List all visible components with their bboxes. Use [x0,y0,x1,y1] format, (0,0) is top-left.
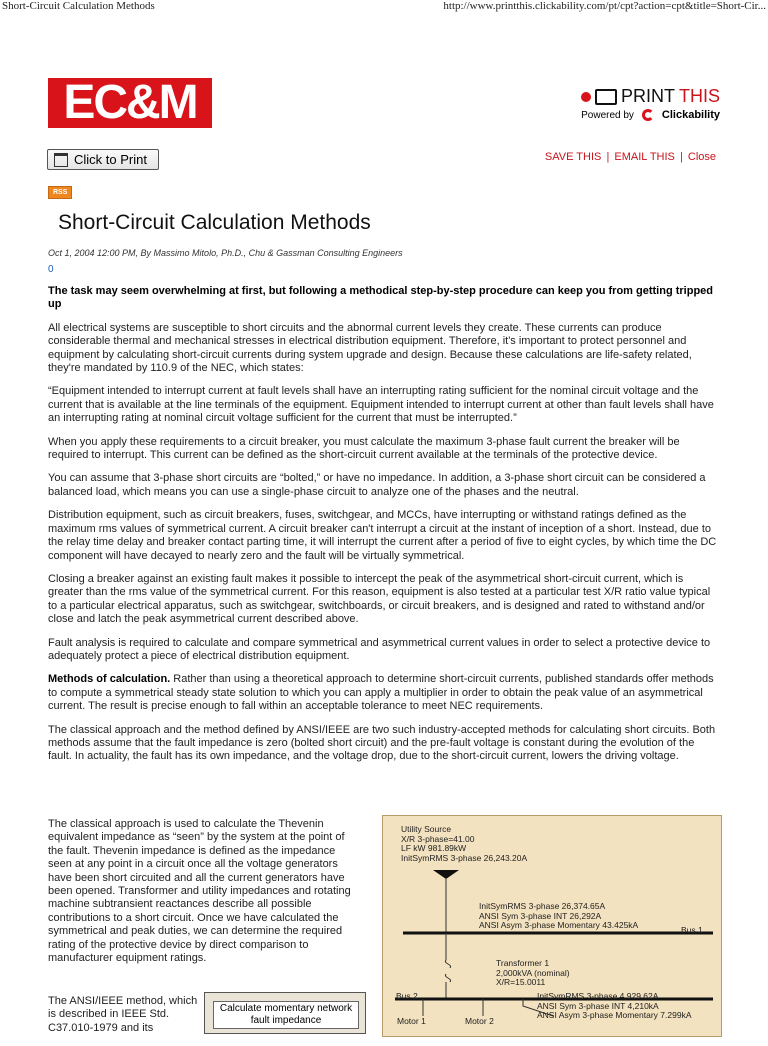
separator: | [679,151,683,163]
article-body [48,285,720,774]
transformer-xr: X/R=15.0011 [496,977,546,987]
ecm-logo[interactable]: EC&M [48,78,212,128]
bus2-label: Bus 2 [396,991,418,1001]
article-narrow-column [48,818,360,975]
click-to-print-label: Click to Print [74,152,147,167]
article-narrow-column-2 [48,984,198,1046]
paragraph: Distribution equipment, such as circuit breakers, fuses, switchgear, and MCCs, have interrupting or withstand ratings defined as the maximum rms values of symmetrical current. A circuit breaker can't interrupt a circuit at the instant of inception of a short. Instead, due to the relay time delay and breaker contact parting time, it will interrupt the current after a period of five to eight cycles, by which time the DC component will have decayed to nearly zero and the fault will be virtually symmetrical. [48,509,717,562]
bus1-init: InitSymRMS 3-phase 26,374.65A [479,901,606,911]
powered-by [581,109,720,121]
utility-xr: X/R 3-phase=41.00 [401,833,475,844]
bus1-momentary: ANSI Asym 3-phase Momentary 43.425kA [479,920,639,930]
transformer-kva: 2,000kVA (nominal) [496,967,570,978]
bus1-results [479,902,638,931]
transformer-name: Transformer 1 [496,958,550,968]
clickability-label[interactable]: Clickability [661,109,720,121]
quote-paragraph: “Equipment intended to interrupt current at fault levels shall have an interrupting rating sufficient for the nominal circuit voltage and the current that is available at the line terminals of the equipment. Equipment intended to interrupt current at other than fault levels shall have an interrupting rating at nominal circuit voltage sufficient for the current that must be interrupted.” [48,385,714,425]
article-title: Short-Circuit Calculation Methods [58,211,371,234]
transformer-symbol [445,960,450,982]
paragraph: Closing a breaker against an existing fault makes it possible to intercept the peak of the asymmetrical short-circuit current, which is greater than the rms value of the symmetrical current. For this reason, equipment is also tested at a particular test X/R ratio value typical to a particular electrical apparatus, such as switchgear, switchboards, or circuit breakers, and is designed and rated to withstand and/or close and latch the peak asymmetrical current described above. [48,572,711,626]
clickability-icon [642,109,654,121]
article-lead: The task may seem overwhelming at first, but following a methodical step-by-step procedure can keep you from getting tripped up [48,285,714,311]
bus1-label: Bus 1 [681,925,703,935]
bus2-init: InitSymRMS 3-phase 4,929.62A [537,991,659,1001]
paragraph: The ANSI/IEEE method, which is described in IEEE Std. C37.010-1979 and its [48,995,198,1034]
motor2-label: Motor 2 [465,1016,494,1026]
paragraph: Fault analysis is required to calculate and compare symmetrical and asymmetrical current values in order to select a protective device to adequately protect a piece of electrical distribution equipment. [48,636,711,662]
paragraph: The classical approach is used to calculate the Thevenin equivalent impedance as “seen” by the system at the point of the fault. Thevenin impedance is defined as the impedance seen at any point in a circuit once all the voltage generators have been short circuited and all the current generators have been opened. Transformer and utility impedances and rotating machine subtransient reactances describe all possible contributions to a short circuit. Once we have calculated the symmetrical and peak duties, we can determine the required rating of the protective device by direct comparison to manufacturer equipment ratings. [48,818,351,965]
utility-init: InitSymRMS 3-phase 26,243.20A [401,852,528,863]
comment-count-link[interactable]: 0 [48,264,54,275]
paragraph-methods [48,673,720,713]
email-this-link[interactable]: EMAIL THIS [614,151,675,163]
paragraph-text: Rather than using a theoretical approach to determine short-circuit currents, published standards offer methods to compute a symmetrical steady state solution to which you can apply a multiplier in order to obtain the peak value of an asymmetrical current. The result is precise enough to fall within an acceptable tolerance to meet NEC requirements. [48,673,714,713]
save-this-link[interactable]: SAVE THIS [544,151,602,163]
motor1-label: Motor 1 [397,1016,426,1026]
close-link[interactable]: Close [687,151,716,163]
flowchart-figure [204,992,366,1034]
printthis-dot-icon [581,92,591,102]
utility-source: Utility Source [401,824,452,834]
article-byline: Oct 1, 2004 12:00 PM, By Massimo Mitolo, Ph.D., Chu & Gassman Consulting Engineers [48,248,403,258]
bus2-momentary: ANSI Asym 3-phase Momentary 7.299kA [537,1010,692,1020]
source-arrow-icon [433,870,459,879]
section-heading: Methods of calculation. [48,673,171,686]
page-url-header: http://www.printthis.clickability.com/pt/cpt?action=cpt&title=Short-Cir... [443,0,766,12]
article-actions [545,151,716,163]
printer-icon [54,153,68,167]
this-word: THIS [678,86,720,106]
paragraph: When you apply these requirements to a circuit breaker, you must calculate the maximum 3-phase fault current the breaker will be required to interrupt. This current can be defined as the short-circuit current available at the terminals of the protective device. [48,435,680,462]
utility-source-label [401,825,527,863]
bus1-int: ANSI Sym 3-phase INT 26,292A [479,910,602,921]
paragraph: All electrical systems are susceptible to short circuits and the abnormal current levels they create. These currents can produce considerable thermal and mechanical stresses in electrical distribution equipment. Therefore, it's important to protect personnel and equipment by calculating short-circuit currents during system upgrade and design. Because these calculations are life-safety related, they're mandated by 110.9 of the NEC, which states: [48,321,692,375]
printer-icon [595,89,617,105]
bus2-results [537,992,692,1021]
powered-by-label: Powered by [581,109,634,121]
rss-badge[interactable]: RSS [48,186,72,199]
paragraph: You can assume that 3-phase short circuits are “bolted,” or have no impedance. In addition, a 3-phase short circuit can be considered a balanced load, which means you can use a single-phase circuit to analyze one of the phases and the neutral. [48,472,706,498]
utility-lf: LF kW 981.89kW [401,843,467,853]
click-to-print-button[interactable] [47,149,159,170]
transformer-label [496,959,570,988]
print-word: PRINT [620,86,675,106]
one-line-diagram-figure [382,815,722,1037]
flowchart-step: Calculate momentary network fault impedance [213,1001,359,1029]
paragraph: The classical approach and the method defined by ANSI/IEEE are two such industry-accepted methods for calculating short circuits. Both methods assume that the fault impedance is zero (bolted short circuit) and the pre-fault voltage is constant during the evolution of the fault. In actuality, the fault has its own impedance, and the voltage drop, due to the short-circuit current, lowers the driving voltage. [48,723,716,763]
page-title-header: Short-Circuit Calculation Methods [2,0,155,12]
separator: | [606,151,610,163]
bus2-int: ANSI Sym 3-phase INT 4,210kA [537,1000,659,1011]
print-this-brand [581,86,720,107]
